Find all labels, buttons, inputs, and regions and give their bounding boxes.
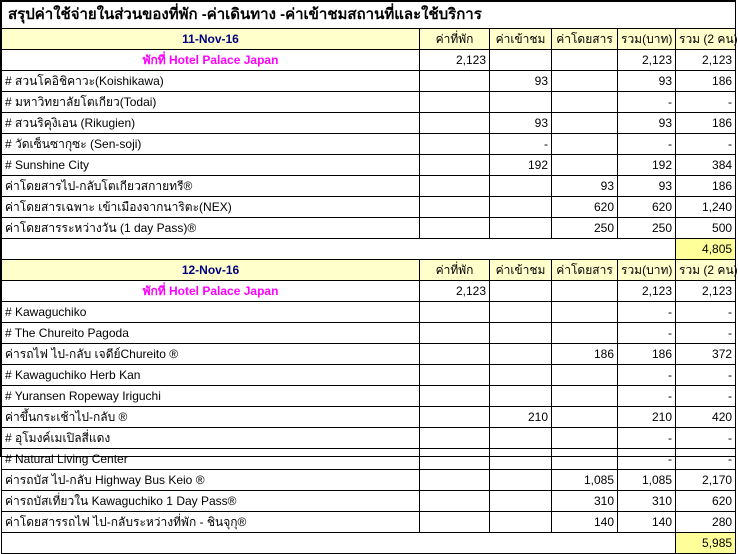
cell-entry bbox=[490, 218, 552, 239]
cell-sum-two: 620 bbox=[676, 491, 736, 512]
cell-hotel bbox=[420, 386, 490, 407]
table-row bbox=[2, 407, 736, 428]
table-row bbox=[2, 218, 736, 239]
cell-hotel bbox=[420, 92, 490, 113]
cell-entry bbox=[490, 365, 552, 386]
table-row bbox=[2, 428, 736, 449]
cell-sum: - bbox=[618, 302, 676, 323]
section-header-row bbox=[2, 260, 736, 281]
table-row bbox=[2, 71, 736, 92]
cell-sum: 250 bbox=[618, 218, 676, 239]
row-label: ค่าโดยสารเฉพาะ เข้าเมืองจากนาริตะ(NEX) bbox=[2, 197, 420, 218]
cell-entry bbox=[490, 491, 552, 512]
cell-sum: - bbox=[618, 386, 676, 407]
cell-sum: 310 bbox=[618, 491, 676, 512]
column-header-hotel: ค่าที่พัก bbox=[420, 260, 490, 281]
cell-sum: 186 bbox=[618, 344, 676, 365]
cell-entry bbox=[490, 176, 552, 197]
cell-hotel bbox=[420, 449, 490, 470]
cell-entry bbox=[490, 281, 552, 302]
cell-transport: 93 bbox=[552, 176, 618, 197]
cell-sum-two: - bbox=[676, 92, 736, 113]
row-label: ค่าโดยสารระหว่างวัน (1 day Pass)® bbox=[2, 218, 420, 239]
cell-sum-two: 186 bbox=[676, 71, 736, 92]
cell-transport bbox=[552, 281, 618, 302]
cell-sum: 210 bbox=[618, 407, 676, 428]
row-label: # Kawaguchiko Herb Kan bbox=[2, 365, 420, 386]
cell-transport bbox=[552, 134, 618, 155]
cell-sum-two: 420 bbox=[676, 407, 736, 428]
cell-sum-two: 372 bbox=[676, 344, 736, 365]
row-label: ค่ารถบัสเที่ยวใน Kawaguchiko 1 Day Pass® bbox=[2, 491, 420, 512]
section-total-value: 5,985 bbox=[676, 533, 736, 554]
table-row bbox=[2, 365, 736, 386]
cell-sum-two: 384 bbox=[676, 155, 736, 176]
cell-sum: - bbox=[618, 365, 676, 386]
cell-sum: - bbox=[618, 92, 676, 113]
cell-sum-two: - bbox=[676, 323, 736, 344]
cell-hotel bbox=[420, 155, 490, 176]
column-header-entry: ค่าเข้าชม bbox=[490, 260, 552, 281]
table-row bbox=[2, 155, 736, 176]
cell-transport bbox=[552, 71, 618, 92]
cell-hotel bbox=[420, 428, 490, 449]
table-row bbox=[2, 386, 736, 407]
cell-hotel bbox=[420, 197, 490, 218]
cell-entry bbox=[490, 470, 552, 491]
cell-sum: 1,085 bbox=[618, 470, 676, 491]
cell-entry bbox=[490, 386, 552, 407]
row-label: # สวนโคอิชิคาวะ(Koishikawa) bbox=[2, 71, 420, 92]
column-header-hotel: ค่าที่พัก bbox=[420, 29, 490, 50]
cell-hotel bbox=[420, 491, 490, 512]
cell-sum: 93 bbox=[618, 113, 676, 134]
cell-hotel bbox=[420, 470, 490, 491]
cell-sum: 140 bbox=[618, 512, 676, 533]
cell-sum: - bbox=[618, 449, 676, 470]
page-title: สรุปค่าใช้จ่ายในส่วนของที่พัก -ค่าเดินทาง -ค่าเข้าชมสถานที่และใช้บริการ bbox=[2, 2, 736, 29]
cell-entry bbox=[490, 449, 552, 470]
cell-sum-two: - bbox=[676, 365, 736, 386]
table-row bbox=[2, 50, 736, 71]
cell-entry bbox=[490, 428, 552, 449]
cell-transport bbox=[552, 113, 618, 134]
row-label: # Kawaguchiko bbox=[2, 302, 420, 323]
cell-sum-two: 2,123 bbox=[676, 281, 736, 302]
cell-transport bbox=[552, 428, 618, 449]
total-spacer bbox=[2, 239, 676, 260]
cell-entry bbox=[490, 512, 552, 533]
cell-hotel bbox=[420, 365, 490, 386]
cell-sum-two: - bbox=[676, 302, 736, 323]
cell-transport: 620 bbox=[552, 197, 618, 218]
table-row bbox=[2, 449, 736, 470]
table-row bbox=[2, 302, 736, 323]
section-total-value: 4,805 bbox=[676, 239, 736, 260]
cell-entry bbox=[490, 50, 552, 71]
cell-transport bbox=[552, 407, 618, 428]
cell-entry bbox=[490, 302, 552, 323]
section-total-row bbox=[2, 533, 736, 554]
table-row bbox=[2, 512, 736, 533]
section-header-row bbox=[2, 29, 736, 50]
cell-sum-two: - bbox=[676, 386, 736, 407]
cell-entry: 192 bbox=[490, 155, 552, 176]
cell-sum-two: 500 bbox=[676, 218, 736, 239]
cell-hotel bbox=[420, 344, 490, 365]
cell-transport bbox=[552, 449, 618, 470]
cell-sum-two: 2,123 bbox=[676, 50, 736, 71]
total-spacer bbox=[2, 533, 676, 554]
cell-sum-two: 186 bbox=[676, 176, 736, 197]
row-label: # สวนริคุงิเอน (Rikugien) bbox=[2, 113, 420, 134]
cell-sum: 2,123 bbox=[618, 281, 676, 302]
cell-sum: - bbox=[618, 323, 676, 344]
cell-hotel bbox=[420, 512, 490, 533]
cell-hotel bbox=[420, 134, 490, 155]
row-label: พักที่ Hotel Palace Japan bbox=[2, 50, 420, 71]
table-row bbox=[2, 491, 736, 512]
cell-sum-two: 186 bbox=[676, 113, 736, 134]
cell-sum-two: 1,240 bbox=[676, 197, 736, 218]
table-row bbox=[2, 470, 736, 491]
cell-hotel bbox=[420, 176, 490, 197]
cell-hotel bbox=[420, 71, 490, 92]
row-label: ค่าโดยสารไป-กลับโตเกียวสกายทรี® bbox=[2, 176, 420, 197]
cell-transport bbox=[552, 302, 618, 323]
cell-entry: 210 bbox=[490, 407, 552, 428]
row-label: # วัดเซ็นซากุซะ (Sen-soji) bbox=[2, 134, 420, 155]
cell-sum-two: - bbox=[676, 134, 736, 155]
cell-sum-two: - bbox=[676, 449, 736, 470]
cell-entry: 93 bbox=[490, 71, 552, 92]
table-row bbox=[2, 281, 736, 302]
cell-transport: 140 bbox=[552, 512, 618, 533]
cell-transport: 1,085 bbox=[552, 470, 618, 491]
title-row bbox=[2, 2, 736, 29]
row-label: # The Chureito Pagoda bbox=[2, 323, 420, 344]
column-header-sum-two: รวม (2 คน) bbox=[676, 29, 736, 50]
column-header-transport: ค่าโดยสาร bbox=[552, 29, 618, 50]
row-label: # Yuransen Ropeway Iriguchi bbox=[2, 386, 420, 407]
cell-sum: 2,123 bbox=[618, 50, 676, 71]
cell-entry bbox=[490, 92, 552, 113]
table-row bbox=[2, 92, 736, 113]
table-row bbox=[2, 344, 736, 365]
column-header-transport: ค่าโดยสาร bbox=[552, 260, 618, 281]
cell-entry bbox=[490, 323, 552, 344]
row-label: # มหาวิทยาลัยโตเกียว(Todai) bbox=[2, 92, 420, 113]
cell-entry bbox=[490, 197, 552, 218]
table-row bbox=[2, 323, 736, 344]
column-header-sum-baht: รวม(บาท) bbox=[618, 260, 676, 281]
column-header-entry: ค่าเข้าชม bbox=[490, 29, 552, 50]
row-label: # Natural Living Center bbox=[2, 449, 420, 470]
cell-sum: 620 bbox=[618, 197, 676, 218]
cell-sum-two: 2,170 bbox=[676, 470, 736, 491]
table-row bbox=[2, 113, 736, 134]
cell-hotel bbox=[420, 218, 490, 239]
row-label: ค่าขึ้นกระเช้าไป-กลับ ® bbox=[2, 407, 420, 428]
section-total-row bbox=[2, 239, 736, 260]
cell-hotel: 2,123 bbox=[420, 50, 490, 71]
row-label: ค่ารถไฟ ไป-กลับ เจดีย์Chureito ® bbox=[2, 344, 420, 365]
cell-hotel bbox=[420, 407, 490, 428]
table-row bbox=[2, 197, 736, 218]
cell-transport bbox=[552, 365, 618, 386]
cell-sum: - bbox=[618, 134, 676, 155]
cell-entry: 93 bbox=[490, 113, 552, 134]
cell-sum: 93 bbox=[618, 176, 676, 197]
cell-sum-two: - bbox=[676, 428, 736, 449]
cell-transport: 250 bbox=[552, 218, 618, 239]
cell-transport bbox=[552, 155, 618, 176]
row-label: ค่าโดยสารรถไฟ ไป-กลับระหว่างที่พัก - ชินจุกุ® bbox=[2, 512, 420, 533]
column-header-sum-two: รวม (2 คน) bbox=[676, 260, 736, 281]
section-date: 12-Nov-16 bbox=[2, 260, 420, 281]
cell-sum: 192 bbox=[618, 155, 676, 176]
cell-sum: - bbox=[618, 428, 676, 449]
cell-transport bbox=[552, 92, 618, 113]
row-label: พักที่ Hotel Palace Japan bbox=[2, 281, 420, 302]
cell-hotel bbox=[420, 323, 490, 344]
cell-entry bbox=[490, 344, 552, 365]
cell-entry: - bbox=[490, 134, 552, 155]
cell-hotel: 2,123 bbox=[420, 281, 490, 302]
table-row bbox=[2, 134, 736, 155]
cell-sum: 93 bbox=[618, 71, 676, 92]
expense-table bbox=[1, 1, 736, 554]
column-header-sum-baht: รวม(บาท) bbox=[618, 29, 676, 50]
section-date: 11-Nov-16 bbox=[2, 29, 420, 50]
row-label: # อุโมงค์เมเปิลสี่แดง bbox=[2, 428, 420, 449]
cell-transport: 186 bbox=[552, 344, 618, 365]
table-row bbox=[2, 176, 736, 197]
cell-transport: 310 bbox=[552, 491, 618, 512]
cell-transport bbox=[552, 50, 618, 71]
row-label: # Sunshine City bbox=[2, 155, 420, 176]
cell-transport bbox=[552, 323, 618, 344]
cell-transport bbox=[552, 386, 618, 407]
cell-hotel bbox=[420, 113, 490, 134]
cell-hotel bbox=[420, 302, 490, 323]
row-label: ค่ารถบัส ไป-กลับ Highway Bus Keio ® bbox=[2, 470, 420, 491]
cell-sum-two: 280 bbox=[676, 512, 736, 533]
